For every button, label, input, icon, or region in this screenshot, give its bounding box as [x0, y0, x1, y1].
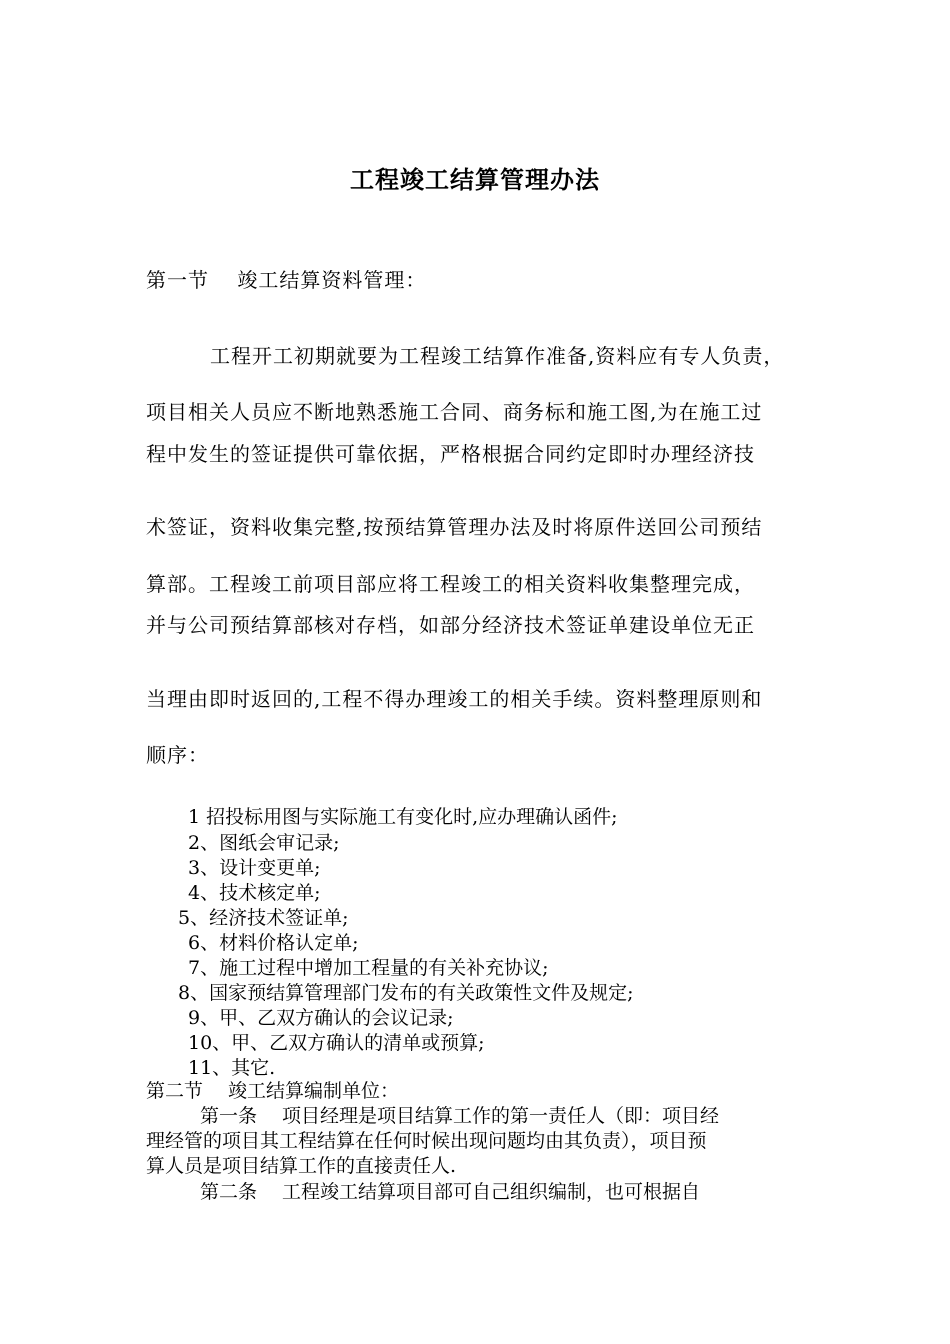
list-item: 6、材料价格认定单;: [188, 932, 359, 954]
paragraph-line: 第二条 工程竣工结算项目部可自己组织编制，也可根据自: [200, 1181, 701, 1203]
paragraph-line: 项目相关人员应不断地熟悉施工合同、商务标和施工图,为在施工过: [146, 400, 763, 424]
paragraph-line: 并与公司预结算部核对存档，如部分经济技术签证单建设单位无正: [146, 613, 755, 637]
list-item: 8、国家预结算管理部门发布的有关政策性文件及规定;: [178, 982, 634, 1004]
paragraph-line: 算部。工程竣工前项目部应将工程竣工的相关资料收集整理完成，: [146, 572, 755, 596]
paragraph-line: 顺序：: [146, 743, 209, 767]
list-item: 10、甲、乙双方确认的清单或预算;: [188, 1032, 485, 1054]
paragraph-line: 工程开工初期就要为工程竣工结算作准备,资料应有专人负责，: [210, 344, 785, 368]
paragraph-line: 算人员是项目结算工作的直接责任人.: [146, 1155, 457, 1177]
document-title: 工程竣工结算管理办法: [350, 165, 600, 194]
list-item: 5、经济技术签证单;: [178, 907, 349, 929]
paragraph-line: 当理由即时返回的,工程不得办理竣工的相关手续。资料整理原则和: [146, 687, 763, 711]
list-item: 4、技术核定单;: [188, 882, 321, 904]
section-2-heading: 第二节 竣工结算编制单位：: [146, 1080, 400, 1102]
paragraph-line: 理经管的项目其工程结算在任何时候出现问题均由其负责），项目预: [146, 1130, 707, 1152]
paragraph-line: 第一条 项目经理是项目结算工作的第一责任人（即：项目经: [200, 1105, 720, 1127]
list-item: 2、图纸会审记录;: [188, 832, 340, 854]
list-item: 1 招投标用图与实际施工有变化时,应办理确认函件;: [188, 806, 618, 828]
section-1-heading: 第一节 竣工结算资料管理：: [146, 268, 427, 292]
list-item: 11、其它.: [188, 1057, 276, 1079]
list-item: 7、施工过程中增加工程量的有关补充协议;: [188, 957, 549, 979]
list-item: 3、设计变更单;: [188, 857, 321, 879]
paragraph-line: 程中发生的签证提供可靠依据，严格根据合同约定即时办理经济技: [146, 442, 755, 466]
paragraph-line: 术签证，资料收集完整,按预结算管理办法及时将原件送回公司预结: [146, 515, 763, 539]
list-item: 9、甲、乙双方确认的会议记录;: [188, 1007, 454, 1029]
